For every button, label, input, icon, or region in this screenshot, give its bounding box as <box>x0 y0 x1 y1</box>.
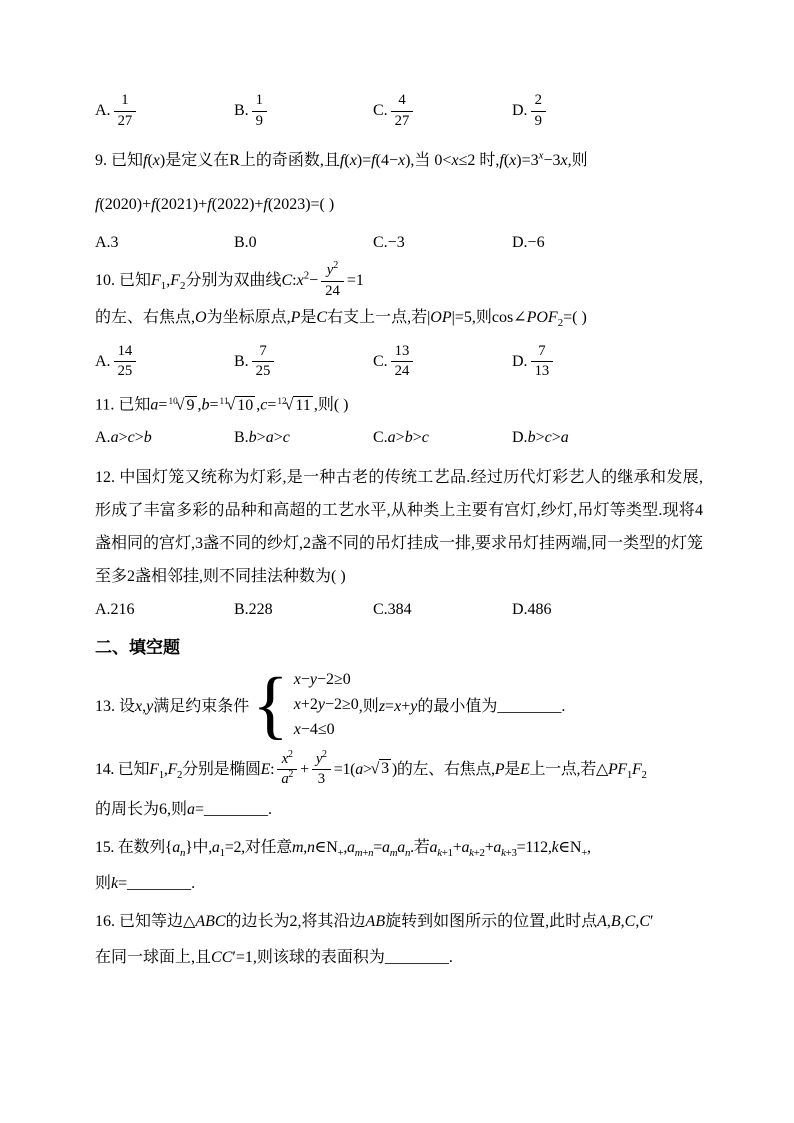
question-8-option-a: A. $\frac{1}{27}$ <box>95 92 234 130</box>
question-10-option-d: D. $\frac{7}{13}$ <box>512 343 556 381</box>
question-16-line-1: 16. 已知等边△ABC的边长为2,将其沿边AB旋转到如图所示的位置,此时点A,B,C,C′ <box>95 912 654 930</box>
cases-brace-glyph: { <box>252 662 289 747</box>
question-9-line-1: 9. 已知f(x)是定义在R上的奇函数,且f(x)=f(4−x),当 0<x≤2 时$,f(x)=3^x-3x$,则 <box>95 149 588 170</box>
constraint-2: x+2y−2≥0 <box>293 696 359 713</box>
question-10-line-2: 的左、右焦点,O为坐标原点,P是C右支上一点,若|OP|=5,则$\cos\angle POF_2=$( ) <box>95 308 587 329</box>
question-12-option-b: B.228 <box>234 600 273 618</box>
question-11-option-d: D.b>c>a <box>512 428 569 446</box>
constraint-3: x−4≤0 <box>293 721 335 738</box>
question-10-options-row <box>95 343 703 381</box>
question-8-option-c: C. $\frac{4}{27}$ <box>373 92 512 130</box>
question-13 <box>95 662 703 747</box>
question-16-line-2: 在同一球面上,且CC′=1,则该球的表面积为________. <box>95 948 453 966</box>
question-10-option-b: B. $\frac{7}{25}$ <box>234 343 373 381</box>
constraint-1: x−y−2≥0 <box>293 671 351 688</box>
question-11-option-a: A.a>c>b <box>95 428 152 446</box>
question-12-text: 12. 中国灯笼又统称为灯彩,是一种古老的传统工艺品.经过历代灯彩艺人的继承和发展,形成了丰富多彩的品种和高超的工艺水平,从种类上主要有宫灯,纱灯,吊灯等类型.现将4盏相同的宫灯,3盏不同的纱灯,2盏不同的吊灯挂成一排,要求吊灯挂两端,同一类型的灯笼至多2盏相邻挂,则不同挂法种数为( ) <box>95 468 704 585</box>
question-10-option-c: C. $\frac{13}{24}$ <box>373 343 512 381</box>
question-9-option-d: D.−6 <box>512 234 545 252</box>
question-12-option-a: A.216 <box>95 600 135 618</box>
question-9-options-row <box>95 228 703 258</box>
question-13-prefix: 13. 设x,y满足约束条件 <box>95 698 250 715</box>
question-13-suffix: ,则z=x+y的最小值为________. <box>358 698 566 715</box>
question-15-line-1: 15. 在数列$\{a_n\}$中$,a_1=2$,对任意$m,n\in N_+,a_{m+n}=a_ma_n$.若$a_{k+1}+a_{k+2}+a_{k+3}=112,k\in N_+$, <box>95 838 591 859</box>
question-11-option-c: C.a>b>c <box>373 428 429 446</box>
question-9-line-2: f(2020)+f(2021)+f(2022)+f(2023)=( ) <box>95 196 335 214</box>
section-2-heading: 二、填空题 <box>95 637 180 657</box>
question-10-option-a: A. $\frac{14}{25}$ <box>95 343 234 381</box>
question-8-options-row <box>95 92 703 130</box>
question-10-line-1: 10. 已知$F_1,F_2$分别为双曲线$C:x^2-$ $\frac{y^2}{24}$ =1 <box>95 260 364 299</box>
question-12-options-row <box>95 595 703 625</box>
question-12-option-d: D.486 <box>512 600 552 618</box>
question-15-line-2: 则k=________. <box>95 874 196 892</box>
question-13-constraints <box>294 667 359 742</box>
question-8-option-b: B. $\frac{1}{9}$ <box>234 92 373 130</box>
question-12-option-c: C.384 <box>373 600 412 618</box>
question-14-line-2: 的周长为6,则a=________. <box>95 800 273 818</box>
question-8-option-d: D. $\frac{2}{9}$ <box>512 92 549 130</box>
question-11-option-b: B.b>a>c <box>234 428 290 446</box>
question-11-options-row <box>95 423 703 453</box>
question-14-line-1: 14. 已知$F_1,F_2$分别是椭圆E: $\frac{x^2}{a^2}$ + $\frac{y^2}{3}$ =1(a>√ 3 )的左、右焦点,P是E上一点,若$\triangle PF_1F_2$ <box>95 748 647 788</box>
question-9-option-a: A.3 <box>95 234 119 252</box>
question-9-option-b: B.0 <box>234 234 257 252</box>
exam-content <box>95 0 703 973</box>
question-9-option-c: C.−3 <box>373 234 405 252</box>
question-11-line-1: 11. 已知a=$^{10}$√ 9 ,b=$^{11}$√ 10 ,c=$^{12}$√ 11 ,则( ) <box>95 396 349 414</box>
